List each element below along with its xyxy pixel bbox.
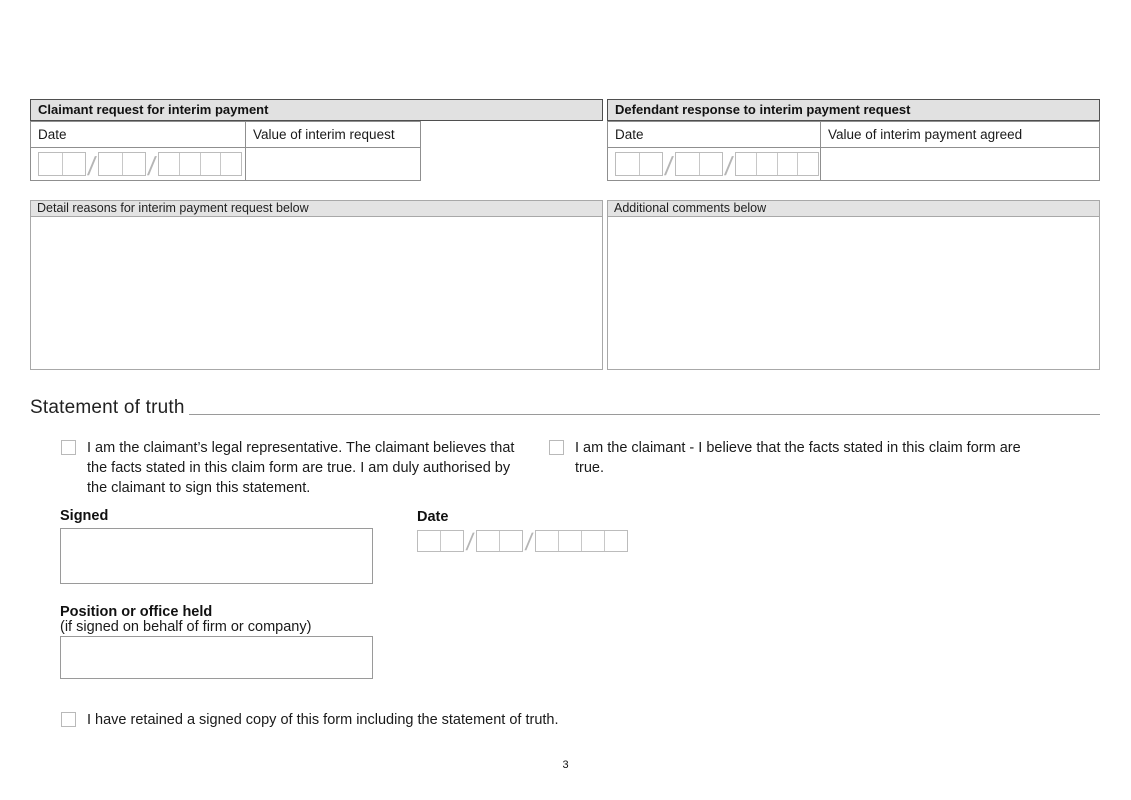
- reasons-header: Detail reasons for interim payment request below: [30, 200, 603, 217]
- digit-cell[interactable]: [441, 531, 463, 551]
- comments-header: Additional comments below: [607, 200, 1100, 217]
- claimant-table-header: Claimant request for interim payment: [30, 99, 603, 121]
- claimant-date-label: Date: [30, 121, 246, 148]
- digit-cell[interactable]: [582, 531, 605, 551]
- date-separator: /: [146, 151, 158, 181]
- page-number: 3: [562, 759, 569, 771]
- signed-field[interactable]: [60, 528, 373, 584]
- comments-panel: [607, 200, 1100, 370]
- sot-date-day-input[interactable]: [417, 530, 464, 552]
- digit-cell[interactable]: [180, 153, 201, 175]
- claimant-table-input-row: [30, 148, 603, 181]
- position-field[interactable]: [60, 636, 373, 679]
- retained-copy-checkbox-row: [61, 710, 701, 730]
- claimant-checkbox[interactable]: [549, 440, 564, 455]
- defendant-response-table: [607, 99, 1100, 181]
- defendant-agreed-value-field[interactable]: [820, 147, 1100, 181]
- digit-cell[interactable]: [676, 153, 700, 175]
- digit-cell[interactable]: [159, 153, 180, 175]
- defendant-table-header: Defendant response to interim payment request: [607, 99, 1100, 121]
- claimant-checkbox-label: I am the claimant - I believe that the facts stated in this claim form are true.: [575, 440, 1021, 476]
- claimant-date-year-input[interactable]: [158, 152, 242, 176]
- digit-cell[interactable]: [477, 531, 500, 551]
- defendant-date-field[interactable]: [607, 147, 821, 181]
- claimant-interim-value-field[interactable]: [245, 147, 421, 181]
- digit-cell[interactable]: [616, 153, 640, 175]
- digit-cell[interactable]: [778, 153, 799, 175]
- legal-rep-checkbox[interactable]: [61, 440, 76, 455]
- digit-cell[interactable]: [201, 153, 222, 175]
- sot-date-field[interactable]: [417, 530, 628, 554]
- digit-cell[interactable]: [63, 153, 86, 175]
- sot-date-label: Date: [417, 509, 449, 525]
- digit-cell[interactable]: [757, 153, 778, 175]
- claimant-table-label-row: [30, 121, 603, 148]
- claimant-date-field[interactable]: [30, 147, 246, 181]
- statement-of-truth-heading: Statement of truth: [30, 397, 185, 418]
- retained-copy-checkbox[interactable]: [61, 712, 76, 727]
- claimant-value-label: Value of interim request: [245, 121, 421, 148]
- digit-cell[interactable]: [123, 153, 146, 175]
- retained-copy-checkbox-label: I have retained a signed copy of this form including the statement of truth.: [87, 712, 559, 728]
- digit-cell[interactable]: [500, 531, 522, 551]
- digit-cell[interactable]: [559, 531, 582, 551]
- digit-cell[interactable]: [418, 531, 441, 551]
- date-separator: /: [464, 529, 476, 556]
- claimant-checkbox-row: [549, 438, 1049, 478]
- claimant-date-day-input[interactable]: [38, 152, 86, 176]
- claimant-date-month-input[interactable]: [98, 152, 146, 176]
- digit-cell[interactable]: [39, 153, 63, 175]
- defendant-date-day-input[interactable]: [615, 152, 663, 176]
- digit-cell[interactable]: [640, 153, 663, 175]
- defendant-date-month-input[interactable]: [675, 152, 723, 176]
- reasons-panel: [30, 200, 603, 370]
- comments-textarea[interactable]: [607, 216, 1100, 370]
- sot-date-year-input[interactable]: [535, 530, 628, 552]
- digit-cell[interactable]: [221, 153, 241, 175]
- digit-cell[interactable]: [605, 531, 627, 551]
- position-label: Position or office held: [60, 604, 213, 620]
- defendant-table-label-row: [607, 121, 1100, 148]
- legal-rep-checkbox-label: I am the claimant’s legal representative. The claimant believes that the facts stated in this claim form are true. I am duly authorised by the claimant to sign this statement.: [87, 440, 515, 496]
- statement-of-truth-section: [30, 397, 1100, 419]
- sot-date-month-input[interactable]: [476, 530, 523, 552]
- digit-cell[interactable]: [798, 153, 818, 175]
- date-separator: /: [523, 529, 535, 556]
- date-separator: /: [723, 151, 735, 181]
- digit-cell[interactable]: [700, 153, 723, 175]
- date-separator: /: [663, 151, 675, 181]
- signed-label: Signed: [60, 508, 109, 524]
- digit-cell[interactable]: [536, 531, 559, 551]
- defendant-value-label: Value of interim payment agreed: [820, 121, 1100, 148]
- claimant-interim-payment-table: [30, 99, 603, 181]
- digit-cell[interactable]: [736, 153, 757, 175]
- date-separator: /: [86, 151, 98, 181]
- legal-rep-checkbox-row: [61, 438, 531, 498]
- defendant-table-input-row: [607, 148, 1100, 181]
- position-sublabel: (if signed on behalf of firm or company): [60, 619, 312, 635]
- digit-cell[interactable]: [99, 153, 123, 175]
- reasons-textarea[interactable]: [30, 216, 603, 370]
- heading-rule: [189, 414, 1100, 415]
- defendant-date-label: Date: [607, 121, 821, 148]
- defendant-date-year-input[interactable]: [735, 152, 819, 176]
